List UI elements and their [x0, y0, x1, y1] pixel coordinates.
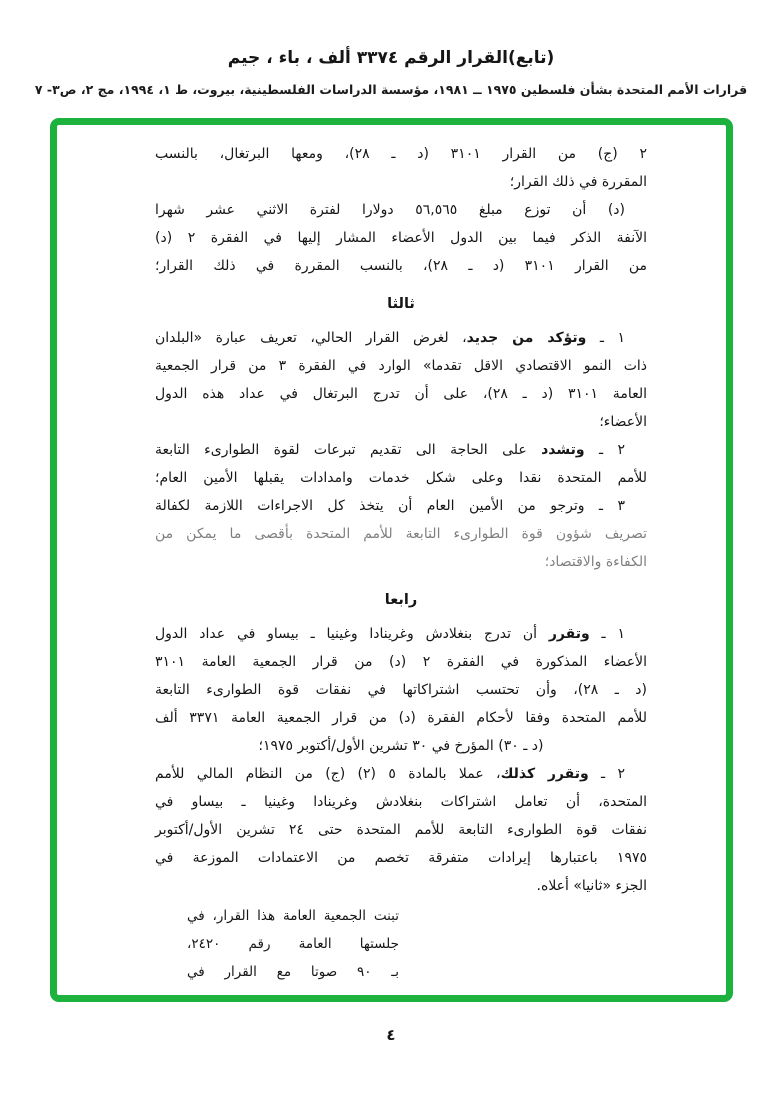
text-line: الجزء «ثانيا» أعلاه. [536, 878, 647, 894]
text-line: ١ ـ وتؤكد من جديد، لغرض القرار الحالي، تعريف عبارة «البلدان [155, 330, 626, 346]
text-line: ٢ ـ وتشدد على الحاجة الى تقديم تبرعات لقوة الطوارىء التابعة [155, 442, 625, 458]
text-line: بـ ٩٠ صوتا مع القرار في [187, 964, 399, 980]
text-line: للأمم المتحدة وفقا لأحكام الفقرة (د) من قرار الجمعية العامة ٣٣٧١ ألف [155, 710, 647, 726]
text-line: (د ـ ٣٠) المؤرخ في ٣٠ تشرين الأول/أكتوبر ١٩٧٥؛ [258, 738, 544, 754]
text-line: ٢ ـ وتقرر كذلك، عملا بالمادة ٥ (٢) (ج) من النظام المالي للأمم [155, 766, 625, 782]
text-line: ذات النمو الاقتصادي الاقل تقدما» الوارد في الفقرة ٣ من قرار الجمعية [155, 358, 647, 374]
text-line: المتحدة، أن تعامل اشتراكات بنغلادش وغرينادا وغينيا ـ بيساو في [155, 794, 647, 810]
text-line: الأعضاء؛ [599, 414, 647, 430]
text-line: ١ ـ وتقرر أن تدرج بنغلادش وغرينادا وغينيا ـ بيساو في عداد الدول [155, 626, 625, 642]
text-line: تصريف شؤون قوة الطوارىء التابعة للأمم المتحدة بأقصى ما يمكن من [155, 526, 647, 542]
section-heading: ثالثا [387, 296, 415, 312]
source-citation: قرارات الأمم المتحدة بشأن فلسطين ١٩٧٥ ــ ١٩٨١، مؤسسة الدراسات الفلسطينية، بيروت، ط ١، ١٩٩٤، مج ٢، ص٣- ٧ [34, 82, 748, 97]
document-text [155, 140, 647, 986]
text-line: (د) أن توزع مبلغ ٥٦,٥٦٥ دولارا لفترة الاثني عشر شهرا [155, 202, 625, 218]
text-line: من القرار ٣١٠١ (د ـ ٢٨)، بالنسب المقررة في ذلك القرار؛ [155, 258, 647, 274]
text-line: ١٩٧٥ باعتبارها إيرادات متفرقة تخصم من الاعتمادات الموزعة في [155, 850, 647, 866]
section-heading: رابعا [384, 592, 418, 608]
text-line: الآنفة الذكر فيما بين الدول الأعضاء المشار إليها في الفقرة ٢ (د) [155, 230, 647, 246]
text-line: نفقات قوة الطوارىء التابعة للأمم المتحدة حتى ٢٤ تشرين الأول/أكتوبر [155, 822, 647, 838]
text-line: الكفاءة والاقتصاد؛ [544, 554, 647, 570]
text-line: المقررة في ذلك القرار؛ [509, 174, 647, 190]
text-line: ٣ ـ وترجو من الأمين العام أن يتخذ كل الاجراءات اللازمة لكفالة [155, 498, 625, 514]
text-line: تبنت الجمعية العامة هذا القرار، في [187, 908, 399, 924]
text-line: جلستها العامة رقم ٢٤٢٠، [187, 936, 399, 952]
text-line: (د ـ ٢٨)، وأن تحتسب اشتراكاتها في نفقات قوة الطوارىء التابعة [155, 682, 648, 698]
text-line: الأعضاء المذكورة في الفقرة ٢ (د) من قرار الجمعية العامة ٣١٠١ [155, 654, 647, 670]
text-line: العامة ٣١٠١ (د ـ ٢٨)، على أن تدرج البرتغال في عداد هذه الدول [155, 386, 647, 402]
page-title: (تابع)القرار الرقم ٣٣٧٤ ألف ، باء ، جيم [227, 48, 555, 68]
page-number: ٤ [386, 1026, 396, 1044]
adoption-note [187, 902, 399, 986]
text-line: ٢ (ج) من القرار ٣١٠١ (د ـ ٢٨)، ومعها البرتغال، بالنسب [155, 146, 647, 162]
text-line: للأمم المتحدة نقدا وعلى شكل خدمات وامدادات يقبلها الأمين العام؛ [155, 470, 647, 486]
